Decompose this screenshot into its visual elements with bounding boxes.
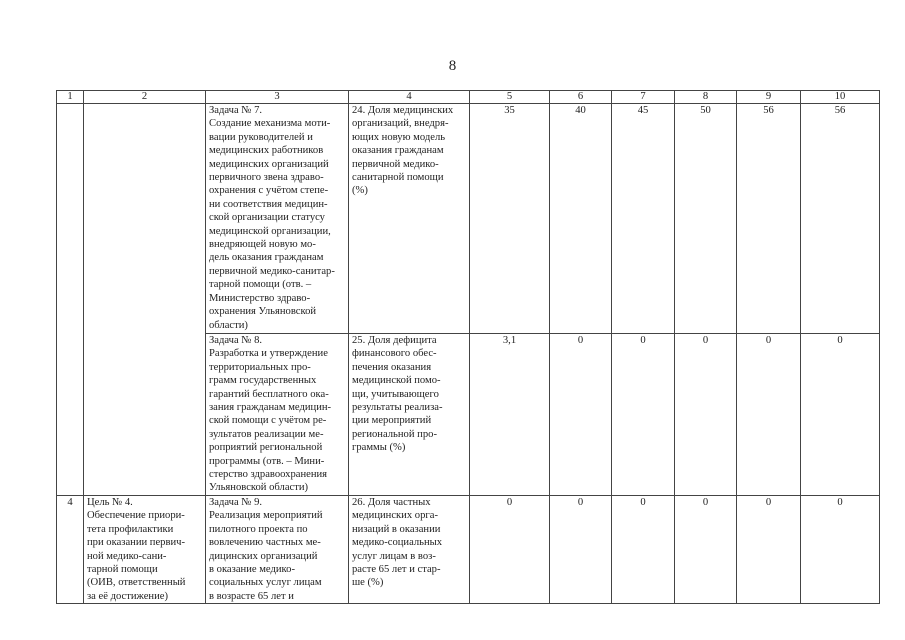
value-cell: 0 bbox=[675, 334, 737, 496]
page-number: 8 bbox=[448, 58, 457, 74]
value-cell: 0 bbox=[550, 334, 612, 496]
task-cell: Задача № 7. Создание механизма моти- вации руководителей и медицинских работников медицинских организаций первичного звена здраво- охранения с учётом степе- ни соответствия медицин- ской организации статусу медицинской организации, внедряющей новую мо- дель оказания гражданам первичной медико-санитар- тарной помощи (отв. – Министерство здраво- охранения Ульяновской области) bbox=[206, 104, 349, 334]
indicator-cell: 25. Доля дефицита финансового обес- печения оказания медицинской помо- щи, учитывающего результаты реализа- ции мероприятий региональной про- граммы (%) bbox=[349, 334, 470, 496]
task-cell: Задача № 9. Реализация мероприятий пилотного проекта по вовлечению частных ме- дицинских организаций в оказание медико- социальных услуг лицам в возрасте 65 лет и bbox=[206, 495, 349, 603]
column-header: 3 bbox=[206, 91, 349, 104]
column-header: 1 bbox=[57, 91, 84, 104]
goal-cell bbox=[84, 104, 206, 496]
value-cell: 0 bbox=[737, 495, 801, 603]
column-header: 7 bbox=[612, 91, 675, 104]
value-cell: 40 bbox=[550, 104, 612, 334]
value-cell: 0 bbox=[550, 495, 612, 603]
task-cell: Задача № 8. Разработка и утверждение территориальных про- грамм государственных гарантий бесплатного ока- зания гражданам медицин- ской помощи с учётом ре- зультатов реализации ме- роприятий региональной программы (отв. – Мини- стерство здравоохранения Ульяновской области) bbox=[206, 334, 349, 496]
value-cell: 45 bbox=[612, 104, 675, 334]
column-header: 8 bbox=[675, 91, 737, 104]
value-cell: 0 bbox=[470, 495, 550, 603]
indicators-table bbox=[56, 90, 880, 604]
header-row bbox=[57, 91, 880, 104]
row-number-cell bbox=[57, 104, 84, 496]
value-cell: 0 bbox=[675, 495, 737, 603]
table-row bbox=[57, 495, 880, 603]
value-cell: 56 bbox=[737, 104, 801, 334]
column-header: 5 bbox=[470, 91, 550, 104]
value-cell: 0 bbox=[737, 334, 801, 496]
value-cell: 0 bbox=[801, 495, 880, 603]
indicator-cell: 26. Доля частных медицинских орга- низаций в оказании медико-социальных услуг лицам в воз- расте 65 лет и стар- ше (%) bbox=[349, 495, 470, 603]
column-header: 10 bbox=[801, 91, 880, 104]
value-cell: 56 bbox=[801, 104, 880, 334]
value-cell: 0 bbox=[612, 334, 675, 496]
value-cell: 3,1 bbox=[470, 334, 550, 496]
table-row bbox=[57, 104, 880, 334]
column-header: 6 bbox=[550, 91, 612, 104]
column-header: 4 bbox=[349, 91, 470, 104]
value-cell: 35 bbox=[470, 104, 550, 334]
value-cell: 0 bbox=[801, 334, 880, 496]
value-cell: 50 bbox=[675, 104, 737, 334]
value-cell: 0 bbox=[612, 495, 675, 603]
column-header: 9 bbox=[737, 91, 801, 104]
row-number-cell: 4 bbox=[57, 495, 84, 603]
indicator-cell: 24. Доля медицинских организаций, внедря- ющих новую модель оказания гражданам первичной медико- санитарной помощи (%) bbox=[349, 104, 470, 334]
goal-cell: Цель № 4. Обеспечение приори- тета профилактики при оказании первич- ной медико-сани- тарной помощи (ОИВ, ответственный за её достижение) bbox=[84, 495, 206, 603]
column-header: 2 bbox=[84, 91, 206, 104]
